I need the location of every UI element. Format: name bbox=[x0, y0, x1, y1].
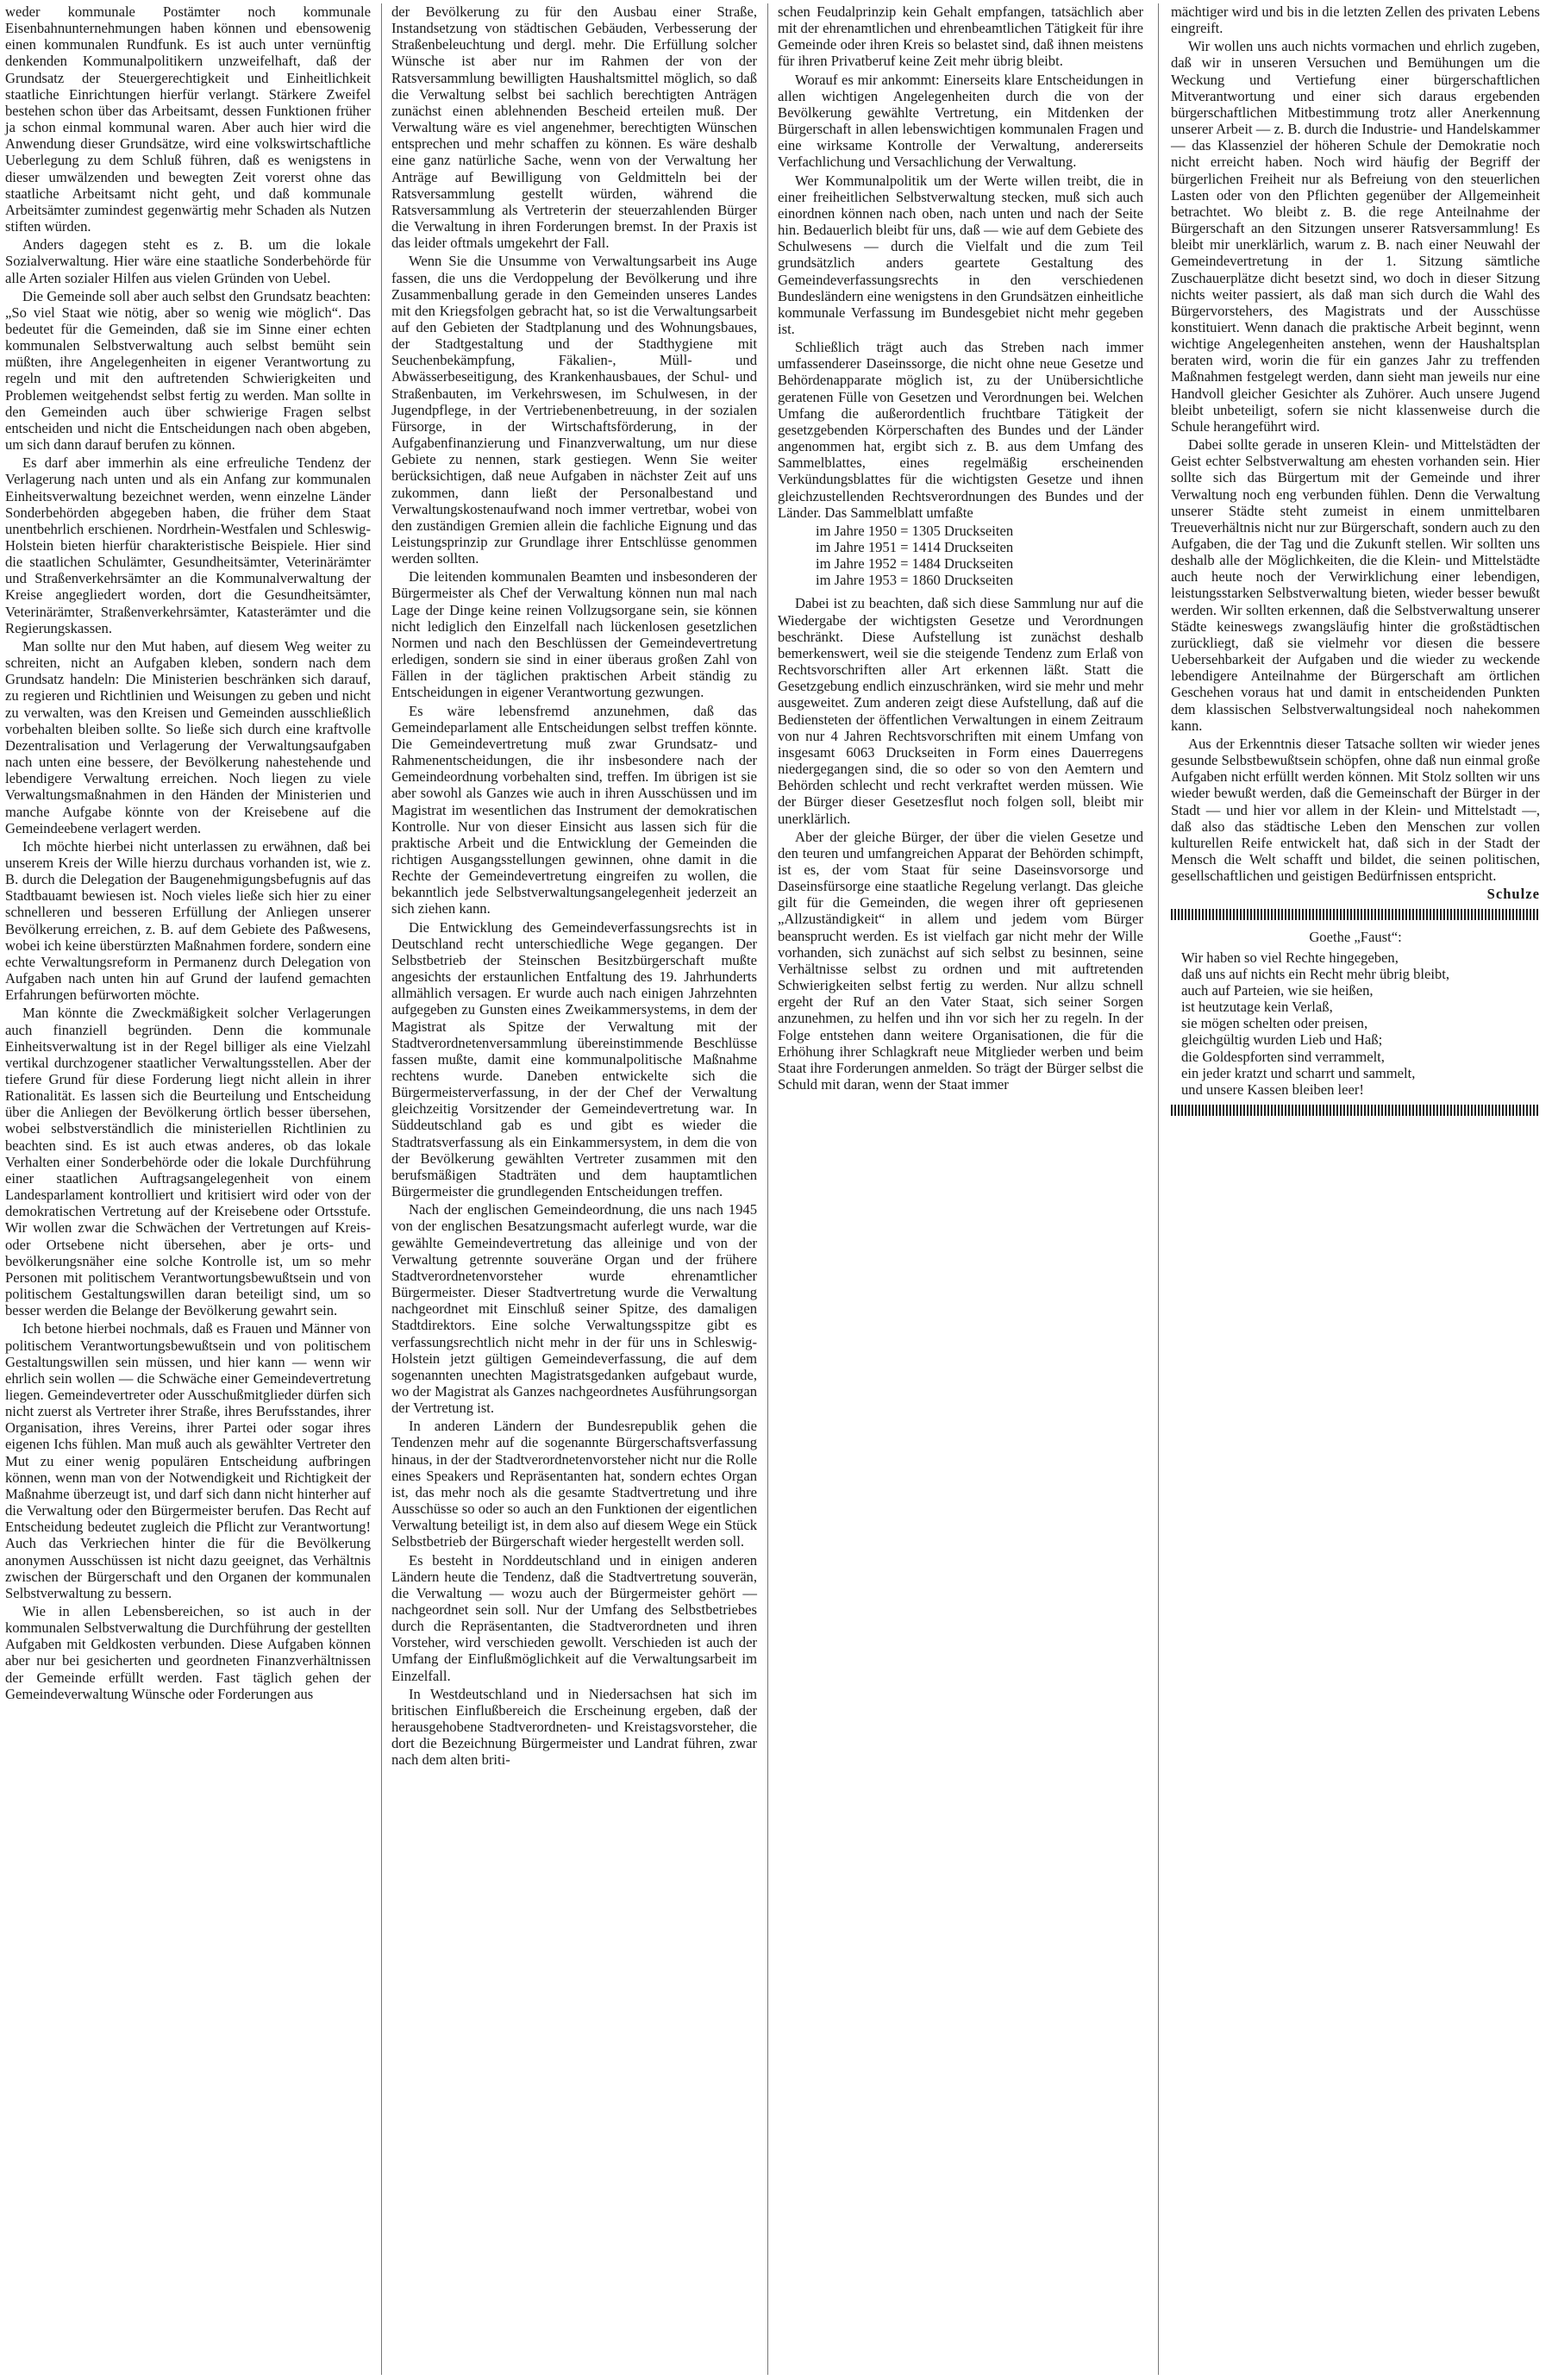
paragraph: Man sollte nur den Mut haben, auf diesem Weg weiter zu schreiten, nicht an Aufgaben kleben, sondern nach dem Grundsatz handeln: Die Ministerien beschränken sich darauf, zu regieren und Richtlinien und Weisungen zu geben und nicht zu verwalten, was den Kreisen und Gemeinden ausschließlich vorbehalten bleiben sollte. So ließe sich durch eine kraftvolle Dezentralisation und Verlagerung der Verwaltungsaufgaben nach unten eine bessere, der Bevölkerung nahestehende und lebendigere Verwaltung erreichen. Noch liegen zu viele Verwaltungsmaßnahmen in den Händen der Ministerien und manche Aufgabe könnte von der Kreisebene auf die Gemeindeebene verlagert werden. bbox=[5, 637, 371, 836]
paragraph: Dabei sollte gerade in unseren Klein- und Mittelstädten der Geist echter Selbstverwaltung am ehesten vorhanden sein. Hier sollte sich das Bürgertum mit der Gemeinde und ihrer Verwaltung noch eng verbunden fühlen. Denn die Verwaltung unserer Städte steht zumeist in einem unmittelbaren Treueverhältnis nicht nur zur Bürgerschaft, sondern auch zu den Aufgaben, die der Tag und die Zukunft stellen. Wir sollten uns deshalb alle der Möglichkeiten, die die Klein- und Mittelstädte auch heute noch der Verwirklichung einer lebendigen, leistungsstarken Selbstverwaltung bieten, wieder besser bewußt werden. Wir sollten erkennen, daß die Selbstverwaltung unserer Städte keineswegs zwangsläufig hinter die großstädtischen zurückliegt, daß sie vielmehr vor diesen die bessere Uebersehbarkeit der Aufgaben und die wieder zu weckende lebendigere Anteilnahme der Bürgerschaft am örtlichen Geschehen voraus hat und damit in entscheidenden Punkten dem klassischen Selbstverwaltungsideal noch nahekommen kann. bbox=[1171, 436, 1540, 734]
statistic-line: im Jahre 1952 = 1484 Druckseiten bbox=[816, 555, 1014, 573]
text-column-1 bbox=[5, 3, 371, 1704]
paragraph: Nach der englischen Gemeindeordnung, die uns nach 1945 von der englischen Besatzungsmacht auferlegt wurde, war die gewählte Gemeindevertretung das alleinige und von der Verwaltung getrennte souveräne Organ und der frühere Stadtverordnetenvorsteher wurde ehrenamtlicher Bürgermeister. Dieser Stadtvertretung wurde die Verwaltung nachgeordnet mit Einschluß seiner Spitze, des damaligen Stadtdirektors. Eine solche Verwaltungsspitze gibt es verfassungsrechtlich nicht mehr in der für uns in Schleswig-Holstein jetzt gültigen Gemeindeverfassung, die auf dem sogenannten unechten Magistratsgedanken aufgebaut wurde, wo der Magistrat als Ganzes nachgeordnetes Ausführungsorgan der Vertretung ist. bbox=[391, 1201, 757, 1417]
statistic-line: im Jahre 1953 = 1860 Druckseiten bbox=[816, 572, 1014, 589]
separator-rule bbox=[1171, 1105, 1540, 1116]
poem-title: Goethe „Faust“: bbox=[1309, 929, 1402, 946]
paragraph: Dabei ist zu beachten, daß sich diese Sammlung nur auf die Wiedergabe der wichtigsten Gesetze und Verordnungen beschränkt. Diese Aufstellung ist zunächst deshalb bemerkenswert, weil sie die steigende Tendenz zum Erlaß von Rechtsvorschriften aller Art erkennen läßt. Statt die Gesetzgebung endlich einzuschränken, wird sie mehr und mehr ausgeweitet. Zum anderen zeigt diese Aufstellung, daß auf die Bediensteten der öffentlichen Verwaltungen in einem Zeitraum von nur 4 Jahren Rechtsvorschriften mit einem Umfang von insgesamt 6063 Druckseiten in Form eines Dauerregens niedergegangen sind, die so oder so von den Aemtern und Behörden schlecht und recht verkraftet werden müssen. Wie der Bürger dieser Gesetzesflut noch folgen soll, bleibt mir unerklärlich. bbox=[778, 595, 1143, 827]
text-column-4 bbox=[1171, 3, 1540, 1123]
paragraph: Die Entwicklung des Gemeindeverfassungsrechts ist in Deutschland recht unterschiedliche Wege gegangen. Der Selbstbetrieb der Steinschen Besitzbürgerschaft mußte angesichts der erstaunlichen Entfaltung des 19. Jahrhunderts allmählich versagen. Er wurde auch nach einigen Jahrzehnten aufgegeben zu Gunsten eines Zweikammersystems, in dem der Magistrat als Spitze der Verwaltung mit der Stadtverordnetenversammlung übereinstimmende Beschlüsse fassen mußte, damit eine kommunalpolitische Maßnahme rechtens wurde. Daneben entwickelte sich die Bürgermeisterverfassung, in der der Chef der Verwaltung gleichzeitig Vorsitzender der Gemeindevertretung war. In Süddeutschland gab es und gibt es wieder die Stadtratsverfassung als ein Einkammersystem, in dem die von der Bevölkerung gewählten Vertreter zusammen mit den berufsmäßigen Stadträten und dem hauptamtlichen Bürgermeister die grundlegenden Entscheidungen treffen. bbox=[391, 918, 757, 1200]
paragraph: weder kommunale Postämter noch kommunale Eisenbahnunternehmungen haben können und ebensowenig einen kommunalen Rundfunk. Es ist auch unter vernünftig denkenden Kommunalpolitikern unzweifelhaft, daß der Grundsatz der Steuergerechtigkeit und Einheitlichkeit staatliche Einrichtungen hierfür verlangt. Stärkere Zweifel bestehen schon über das Arbeitsamt, dessen Funktionen früher ja schon einmal kommunal waren. Aber auch hier wird die Anwendung dieser Grundsätze, wird eine volkswirtschaftliche Ueberlegung zu dem Schluß führen, daß es wenigstens in dieser umwälzenden und bewegten Zeit vorerst ohne das staatliche Arbeitsamt nicht geht, und daß kommunale Arbeitsämter zumindest gegenwärtig mehr Schaden als Nutzen stiften würden. bbox=[5, 3, 371, 235]
poem-line: ein jeder kratzt und scharrt und sammelt, bbox=[1181, 1064, 1416, 1081]
poem-line: sie mögen schelten oder preisen, bbox=[1181, 1015, 1368, 1032]
poem-line: und unsere Kassen bleiben leer! bbox=[1181, 1080, 1364, 1098]
poem-line: ist heutzutage kein Verlaß, bbox=[1181, 999, 1333, 1016]
paragraph: Schließlich trägt auch das Streben nach immer umfassenderer Daseinssorge, die nicht ohne neue Gesetze und Behördenapparate möglich ist, zu der Unübersichtliche geratenen Fülle von Gesetzen und Verordnungen bei. Welchen Umfang die außerordentlich fruchtbare Tätigkeit der gesetzgebenden Körperschaften des Bundes und der Länder angenommen hat, ergibt sich z. B. aus dem Umfang des Sammelblattes, eines regelmäßig erscheinenden Verkündungsblattes für die wichtigsten Gesetze und ihnen gleichzustellenden Rechtsverordnungen des Bundes und der Länder. Das Sammelblatt umfaßte bbox=[778, 339, 1143, 521]
paragraph: Wenn Sie die Unsumme von Verwaltungsarbeit ins Auge fassen, die uns die Verdoppelung der Bevölkerung und ihre Zusammenballung gerade in den Gemeinden unseres Landes mit den Kriegsfolgen gebracht hat, so ist die Verwaltungsarbeit auf den Gebieten der Stadtplanung und des Wohnungsbaues, der Stadtgestaltung und der Stadthygiene mit Seuchenbekämpfung, Fäkalien-, Müll- und Abwässerbeseitigung, des Krankenhausbaues, der Schul- und Straßenbauten, im Verkehrswesen, im Schulwesen, in der Jugendpflege, in der Vertriebenenbetreuung, in der sozialen Fürsorge, in der Wirtschaftsförderung, in der Aufgabenfinanzierung und Finanzverwaltung, um nur diese Gebiete zu nennen, stark gestiegen. Wenn Sie weiter berücksichtigen, daß neue Aufgaben in nächster Zeit auf uns zukommen, dann ließt der Personalbestand und Verwaltungskostenaufwand noch immer vertretbar, wobei von den zuständigen Gremien allein die fachliche Eignung und das Leistungsprinzip zur Grundlage ihrer Entschlüsse genommen werden sollten. bbox=[391, 253, 757, 567]
poem-line: auch auf Parteien, wie sie heißen, bbox=[1181, 981, 1374, 999]
paragraph: Die leitenden kommunalen Beamten und insbesonderen der Bürgermeister als Chef der Verwaltung können nun mal nach Lage der Dinge keine reinen Vollzugsorgane sein, sie können nicht lediglich den Einzelfall nach lückenlosen gesetzlichen Normen und nach den Beschlüssen der Gemeindevertretung erledigen, sondern sie sind in einer überaus großen Zahl von Fällen in der täglichen praktischen Arbeit ständig zu Entscheidungen in eigener Verantwortung gezwungen. bbox=[391, 568, 757, 701]
paragraph: Es wäre lebensfremd anzunehmen, daß das Gemeindeparlament alle Entscheidungen selbst treffen könnte. Die Gemeindevertretung muß zwar Grundsatz- und Rahmenentscheidungen, die ihr insbesondere nach der Gemeindeordnung vorbehalten sind, treffen. Im übrigen ist sie aber sowohl als Ganzes wie auch in ihren Ausschüssen und im Magistrat im wesentlichen das Instrument der demokratischen Kontrolle. Nur von dieser Einsicht aus lassen sich für die praktische Arbeit und die Entwicklung der Gemeinden die richtigen Ausgangsstellungen gewinnen, ohne damit in die Rechte der Gemeindevertretung eingreifen zu wollen, die bekanntlich jede Selbstverwaltungsangelegenheit jederzeit an sich ziehen kann. bbox=[391, 702, 757, 918]
text-column-2 bbox=[391, 3, 757, 1770]
paragraph: Ich möchte hierbei nicht unterlassen zu erwähnen, daß bei unserem Kreis der Wille hierzu durchaus vorhanden ist, wie z. B. durch die Delegation der Baugenehmigungsbefugnis auf das Stadtbauamt bewiesen ist. Noch vieles ließe sich hier zu einer schnelleren und besseren Erfüllung der Anliegen unserer Bevölkerung erreichen, z. B. auf dem Gebiete des Paßwesens, wobei ich keine überstürzten Maßnahmen fordere, sondern eine echte Verwaltungsreform in Permanenz durch Delegation von Aufgaben nach unten hin auf Grund der laufend gemachten Erfahrungen befürworten möchte. bbox=[5, 837, 371, 1004]
author-signature: Schulze bbox=[1486, 886, 1540, 903]
paragraph: Aber der gleiche Bürger, der über die vielen Gesetze und den teuren und umfangreichen Apparat der Behörden schimpft, ist es, der vom Staat für seine Daseinsvorsorge und Daseinsfürsorge eine staatliche Regelung verlangt. Das gleiche gilt für die Gemeinden, die wegen ihrer oft gepriesenen „Allzuständigkeit“ in allem und jedem vom Bürger beansprucht werden. Es ist vielfach gar nicht mehr der Wille vorhanden, sich zunächst auf sich selbst zu besinnen, seine Verhältnisse selbst zu ordnen und mit auftretenden Schwierigkeiten selbst fertig zu werden. Nur allzu schnell ergeht der Ruf an den Vater Staat, sich seiner Sorgen anzunehmen, zu helfen und ihn vor sich her zu regeln. In der Folge entstehen dann weitere Organisationen, die für die Erhöhung ihrer Schlagkraft neue Mitglieder werben und beim Staat ihre Forderungen anmelden. So trägt der Bürger selbst die Schuld mit daran, wenn der Staat immer bbox=[778, 828, 1143, 1093]
paragraph: In anderen Ländern der Bundesrepublik gehen die Tendenzen mehr auf die sogenannte Bürgerschaftsverfassung hinaus, in der der Stadtverordnetenvorsteher nicht nur die Rolle eines Speakers und Repräsentanten hat, sondern echtes Organ ist, das mehr noch als die gesamte Stadtvertretung und ihre Ausschüsse so oder so auch an den Funktionen der eigentlichen Verwaltung beteiligt ist, in dem also auf diesem Wege ein Stück Selbstbetrieb der Bürgerschaft wieder hergestellt werden soll. bbox=[391, 1418, 757, 1550]
poem-line: gleichgültig wurden Lieb und Haß; bbox=[1181, 1031, 1383, 1049]
statistic-line: im Jahre 1950 = 1305 Druckseiten bbox=[816, 522, 1014, 539]
paragraph: Man könnte die Zweckmäßigkeit solcher Verlagerungen auch finanziell begründen. Denn die kommunale Einheitsverwaltung ist in der Regel billiger als eine Vielzahl vertikal durchzogener staatlicher Verwaltungsstellen. Aber der tiefere Grund für diese Forderung liegt nicht allein in ihrer Rationalität. Es lassen sich die Beurteilung und Entscheidung über die Anliegen der Bevölkerung örtlich besser übersehen, wobei selbstverständlich die ministeriellen Richtlinien zu beachten sind. Es ist auch etwas anderes, ob das lokale Verhalten einer Sonderbehörde oder die lokale Durchführung einer staatlichen Auftragsangelegenheit von einem Landesparlament kontrolliert und kritisiert wird oder von der demokratischen Vertretung auf der Kreisebene oder Ortsstufe. Wir wollen zwar die Schwächen der Vertretungen auf Kreis- oder Ortsebene nicht übersehen, aber je orts- und bevölkerungsnäher eine solche Kontrolle ist, um so mehr Personen mit politischem Verantwortungsbewußtsein und von politischem Gestaltungswillen daran beteiligt sind, um so besser werden die Belange der Bevölkerung gewahrt sein. bbox=[5, 1005, 371, 1319]
paragraph: Worauf es mir ankommt: Einerseits klare Entscheidungen in allen wichtigen Angelegenheiten durch die von der Bevölkerung gewählte Vertretung, ein Mitdenken der Bürgerschaft in allen lebenswichtigen kommunalen Fragen und eine wirksame Kontrolle der Verwaltung, andererseits Verfachlichung und Versachlichung der Verwaltung. bbox=[778, 71, 1143, 171]
separator-rule bbox=[1171, 909, 1540, 920]
paragraph: Ich betone hierbei nochmals, daß es Frauen und Männer von politischem Verantwortungsbewußtsein und von politischem Gestaltungswillen sein müssen, und hier kann — wenn wir ehrlich sein wollen — die Schwäche einer Gemeindevertretung liegen. Gemeindevertreter oder Ausschußmitglieder dürfen sich nicht zuerst als Vertreter ihrer Straße, ihres Berufsstandes, ihrer Organisation, ihres Vereins, ihrer Partei oder sogar ihres eigenen Ichs fühlen. Man muß auch als gewählter Vertreter den Mut zu einer wenig populären Entscheidung aufbringen können, wenn man von der Notwendigkeit und Richtigkeit der Maßnahme überzeugt ist, und darf sich dann nicht hinterher auf die Verwaltung oder den Bürgermeister berufen. Das Recht auf Entscheidung bedeutet zugleich die Pflicht zur Verantwortung! Auch das Verkriechen hinter die für die Bevölkerung anonymen Ausschüssen ist nicht dazu geeignet, das Verhältnis zwischen der Bürgerschaft und den Organen der kommunalen Selbstverwaltung zu bessern. bbox=[5, 1320, 371, 1601]
text-column-3 bbox=[778, 3, 1143, 1094]
poem-line: daß uns auf nichts ein Recht mehr übrig bleibt, bbox=[1181, 965, 1450, 982]
paragraph: mächtiger wird und bis in die letzten Zellen des privaten Lebens eingreift. bbox=[1171, 3, 1540, 37]
paragraph: Aus der Erkenntnis dieser Tatsache sollten wir wieder jenes gesunde Selbstbewußtsein schöpfen, ohne daß nun einmal große Aufgaben nicht erfüllt werden können. Mit Stolz sollten wir uns wieder bewußt werden, daß die Gemeinschaft der Bürger in der Stadt — und hier vor allem in der Klein- und Mittelstadt —, daß also das städtische Leben den Menschen zur vollen kulturellen Reife entwickelt hat, daß sich in der Stadt der Mensch die Welt schafft und bildet, die seinen politischen, gesellschaftlichen und geistigen Bedürfnissen entspricht. bbox=[1171, 735, 1540, 885]
paragraph: Es besteht in Norddeutschland und in einigen anderen Ländern heute die Tendenz, daß die Stadtvertretung souverän, die Verwaltung — wozu auch der Bürgermeister gehört — nachgeordnet sein soll. Nur der Umfang des Selbstbetriebes durch die Repräsentanten, die Stadtverordneten und ihren Vorsteher, wird verschieden gewollt. Verschieden ist auch der Umfang der Einflußmöglichkeit auf die Verwaltungsarbeit im Einzelfall. bbox=[391, 1551, 757, 1684]
statistic-line: im Jahre 1951 = 1414 Druckseiten bbox=[816, 539, 1014, 555]
poem-quote bbox=[1181, 949, 1540, 1098]
column-rule bbox=[1158, 3, 1159, 2375]
paragraph: Wie in allen Lebensbereichen, so ist auch in der kommunalen Selbstverwaltung die Durchführung der gestellten Aufgaben mit Geldkosten verbunden. Diese Aufgaben können aber nur bei gesicherten und geordneten Finanzverhältnissen der Gemeinde erfüllt werden. Fast täglich gehen der Gemeindeverwaltung Wünsche oder Forderungen aus bbox=[5, 1603, 371, 1702]
page-count-statistics bbox=[816, 523, 1143, 589]
poem-line: die Goldespforten sind verrammelt, bbox=[1181, 1048, 1385, 1065]
paragraph: Die Gemeinde soll aber auch selbst den Grundsatz beachten: „So viel Staat wie nötig, aber so wenig wie möglich“. Das bedeutet für die Gemeinden, daß sie im Sinne einer echten kommunalen Selbstverwaltung auch selbst bemüht sein müßten, ihre Angelegenheiten in eigener Verantwortung zu regeln und mit den auftretenden Schwierigkeiten und Problemen weitgehendst selbst fertig zu werden. Man sollte in den Gemeinden auch über schwierige Fragen selbst entscheiden und nicht die Entscheidungen nach oben abgeben, um sich dann darauf berufen zu können. bbox=[5, 287, 371, 454]
column-rule bbox=[381, 3, 382, 2375]
column-rule bbox=[767, 3, 768, 2375]
paragraph: Anders dagegen steht es z. B. um die lokale Sozialverwaltung. Hier wäre eine staatliche Sonderbehörde für alle Arten sozialer Hilfen aus vielen Gründen von Uebel. bbox=[5, 236, 371, 286]
poem-line: Wir haben so viel Rechte hingegeben, bbox=[1181, 949, 1399, 966]
newspaper-page bbox=[5, 3, 1543, 2375]
paragraph: Wer Kommunalpolitik um der Werte willen treibt, die in einer freiheitlichen Selbstverwaltung stecken, muß sich auch einordnen können nach oben, nach unten und nach der Seite hin. Bedauerlich bleibt für uns, daß — wie auf dem Gebiete des Schulwesens — durch die Vielfalt und die zum Teil grundsätzlich anders geartete Gestaltung des Gemeindeverfassungsrechts in den verschiedenen Bundesländern eine wenigstens in den Grundsätzen einheitliche kommunale Verfassung im Bundesgebiet nicht mehr gegeben ist. bbox=[778, 172, 1143, 337]
paragraph: In Westdeutschland und in Niedersachsen hat sich im britischen Einflußbereich die Erscheinung ergeben, daß der herausgehobene Stadtverordneten- und Kreistagsvorsteher, die dort die Bezeichnung Bürgermeister und Landrat führen, zwar nach dem alten briti- bbox=[391, 1685, 757, 1769]
paragraph: schen Feudalprinzip kein Gehalt empfangen, tatsächlich aber mit der ehrenamtlichen und ehrenbeamtlichen Tätigkeit für ihre Gemeinde oder ihren Kreis so belastet sind, daß ihnen meistens für ihren Privatberuf keine Zeit mehr übrig bleibt. bbox=[778, 3, 1143, 70]
paragraph: der Bevölkerung zu für den Ausbau einer Straße, Instandsetzung von städtischen Gebäuden, Verbesserung der Straßenbeleuchtung und dergl. mehr. Die Erfüllung solcher Wünsche ist aber nur im Rahmen der von der Ratsversammlung bewilligten Haushaltsmittel möglich, so daß die Verwaltung selbst bei sachlich berechtigten Anträgen zunächst einen ablehnenden Bescheid erteilen muß. Der Verwaltung wäre es viel angenehmer, berechtigten Wünschen entsprechen und mehr schaffen zu können. Es wäre deshalb eine ganz natürliche Sache, wenn von der Verwaltung her Anträge auf Bewilligung von Geldmitteln bei der Ratsversammlung gestellt würden, während die Ratsversammlung als Vertreterin der steuerzahlenden Bürger die Verwaltung in ihren Forderungen bremst. In der Praxis ist das leider oftmals umgekehrt der Fall. bbox=[391, 3, 757, 252]
paragraph: Wir wollen uns auch nichts vormachen und ehrlich zugeben, daß wir in unseren Versuchen und Bemühungen um die Weckung und Vertiefung einer bürgerschaftlichen Mitverantwortung und einer sich daraus ergebenden bürgerschaftlichen Mitbestimmung trotz aller Anerkennung unserer Arbeit — z. B. durch die Industrie- und Handelskammer — das Klassenziel der höheren Schule der Demokratie noch nicht erreicht haben. Noch wird häufig der Begriff der bürgerlichen Freiheit nur als Befreiung von den steuerlichen Lasten oder von den Pflichten gegenüber der Allgemeinheit betrachtet. Wo bleibt z. B. die rege Anteilnahme der Bürgerschaft an den Sitzungen unserer Ratsversammlung! Es bleibt mir unerklärlich, warum z. B. nach einer Neuwahl der Gemeindevertretung in der 1. Sitzung sämtliche Zuschauerplätze dicht besetzt sind, wo doch in dieser Sitzung nichts weiter passiert, als daß man sich durch die Wahl des Bürgervorstehers, des Magistrats und der Ausschüsse konstituiert. Wenn danach die praktische Arbeit beginnt, wenn wichtige Angelegenheiten anstehen, wenn der Haushaltsplan beraten wird, worin die für ein ganzes Jahr zu treffenden Maßnahmen festgelegt werden, dann sieht man jeweils nur eine Handvoll gleicher Gesichter als Zuhörer. Auch unsere Jugend bleibt unbeteiligt, sofern sie nicht klassenweise durch die Schule herangeführt wird. bbox=[1171, 38, 1540, 435]
paragraph: Es darf aber immerhin als eine erfreuliche Tendenz der Verlagerung nach unten und als ein Anfang zur kommunalen Einheitsverwaltung bezeichnet werden, wenn einzelne Länder Sonderbehörden abgegeben haben, die früher dem Staat unentbehrlich erschienen. Nordrhein-Westfalen und Schleswig-Holstein bieten hierfür charakteristische Beispiele. Hier sind die staatlichen Schulämter, Gesundheitsämter, Veterinärämter und Straßenverkehrsämter an die Kommunalverwaltung der Kreise angegliedert worden, dort die Gesundheitsämter, Veterinärämter, Straßenverkehrsämter, Katasterämter und die Regierungskassen. bbox=[5, 454, 371, 636]
